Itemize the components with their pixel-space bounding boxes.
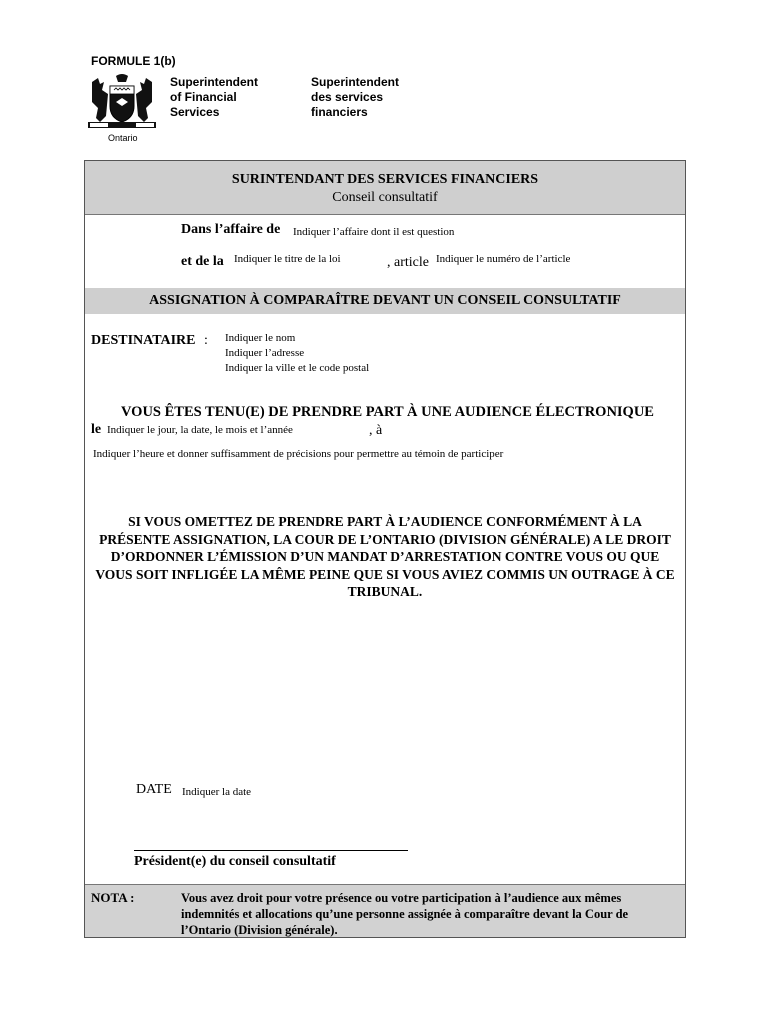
- org-en-line: Services: [170, 105, 220, 119]
- label-destinataire: DESTINATAIRE: [91, 333, 196, 348]
- field-hearing-time[interactable]: Indiquer l’heure et donner suffisamment de précisions pour permettre au témoin de participer: [93, 448, 504, 460]
- form-title: ASSIGNATION À COMPARAÎTRE DEVANT UN CONSEIL CONSULTATIF: [149, 293, 621, 308]
- org-en-line: Superintendent: [170, 75, 259, 89]
- org-fr-line: Superintendent: [311, 75, 400, 89]
- signature-line: [134, 850, 408, 851]
- warning-text: SI VOUS OMETTEZ DE PRENDRE PART À L’AUDIENCE CONFORMÉMENT À LA PRÉSENTE ASSIGNATION, LA COUR DE L’ONTARIO (DIVISION GÉNÉRALE) A LE DROIT D’ORDONNER L’ÉMISSION D’UN MANDAT D’ARRESTATION CONTRE VOUS OU QUE VOUS SOIT INFLIGÉE LA MÊME PEINE QUE SI VOUS AVIEZ COMMIS UN OUTRAGE À CE TRIBUNAL.: [95, 514, 675, 599]
- org-name-english: [170, 75, 258, 120]
- field-recipient-name[interactable]: Indiquer le nom: [225, 332, 296, 344]
- org-name-french: [311, 75, 399, 120]
- banner-subtitle: Conseil consultatif: [332, 190, 438, 205]
- nota-label: NOTA :: [91, 890, 135, 905]
- field-affaire[interactable]: Indiquer l’affaire dont il est question: [293, 226, 455, 238]
- banner-title: SURINTENDANT DES SERVICES FINANCIERS: [231, 172, 539, 187]
- field-hearing-date[interactable]: Indiquer le jour, la date, le mois et l’année: [107, 424, 293, 436]
- signer-title: Président(e) du conseil consultatif: [134, 854, 336, 869]
- org-en-line: of Financial: [170, 90, 237, 104]
- banner-band: [85, 161, 685, 215]
- field-date[interactable]: Indiquer la date: [182, 786, 252, 798]
- ontario-coat-of-arms-logo: [86, 72, 158, 146]
- nota-text: Vous avez droit pour votre présence ou votre participation à l’audience aux mêmes indemnités et allocations qu’une personne assignée à comparaître devant la Cour de l’Ontario (Division générale).: [181, 891, 629, 937]
- form-number: FORMULE 1(b): [91, 54, 176, 68]
- field-recipient-city[interactable]: Indiquer la ville et le code postal: [225, 362, 370, 374]
- label-colon: :: [204, 333, 208, 348]
- field-loi[interactable]: Indiquer le titre de la loi: [234, 253, 341, 265]
- label-a: , à: [369, 423, 383, 438]
- org-fr-line: des services: [311, 90, 384, 104]
- field-recipient-address[interactable]: Indiquer l’adresse: [225, 347, 305, 359]
- label-loi: et de la: [181, 254, 224, 269]
- logo-caption: Ontario: [108, 133, 138, 143]
- org-fr-line: financiers: [311, 105, 368, 119]
- label-le: le: [91, 422, 102, 437]
- label-date: DATE: [136, 782, 172, 797]
- hearing-heading: VOUS ÊTES TENU(E) DE PRENDRE PART À UNE AUDIENCE ÉLECTRONIQUE: [121, 404, 654, 420]
- label-affaire: Dans l’affaire de: [181, 222, 281, 237]
- label-article: , article: [387, 255, 429, 270]
- field-article[interactable]: Indiquer le numéro de l’article: [436, 253, 571, 265]
